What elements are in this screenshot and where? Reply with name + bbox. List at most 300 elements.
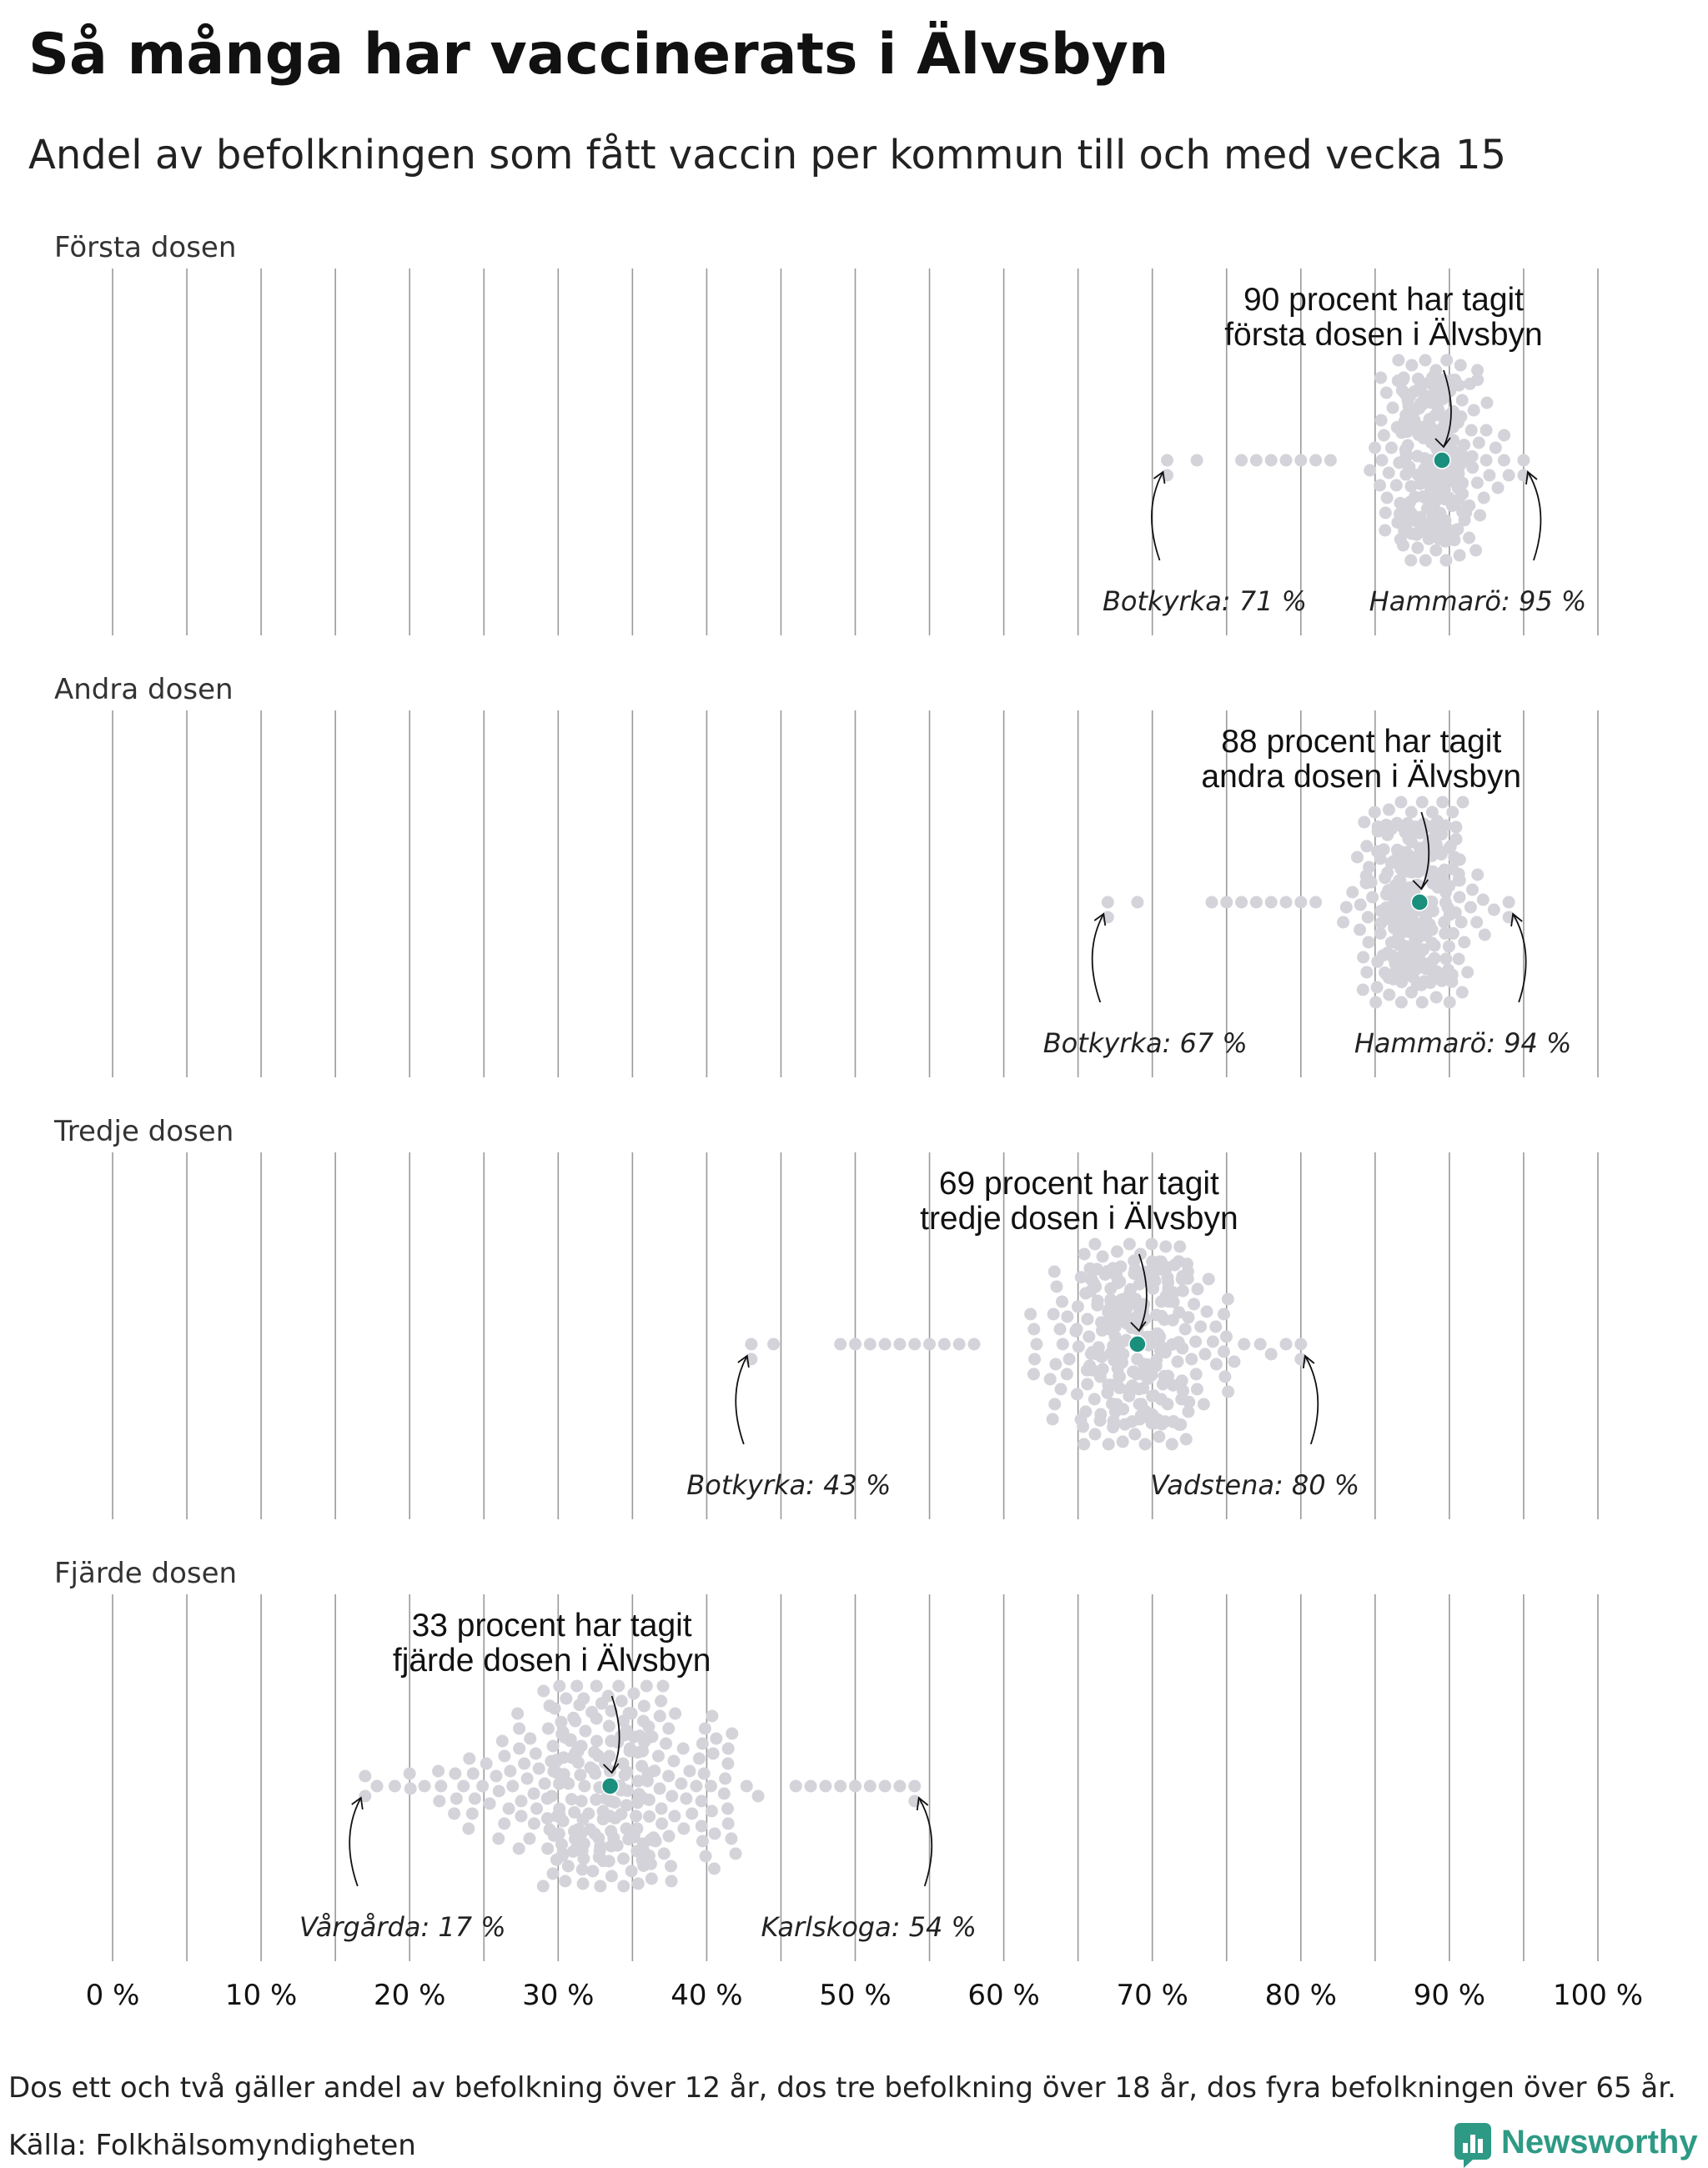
municipality-dot — [662, 1723, 675, 1735]
municipality-dot — [1374, 479, 1386, 492]
municipality-dot — [1498, 454, 1510, 467]
municipality-dot — [1456, 488, 1469, 500]
municipality-dot — [1416, 796, 1429, 809]
municipality-dot — [1466, 461, 1479, 474]
municipality-dot — [542, 1723, 555, 1735]
municipality-dot — [1030, 1338, 1042, 1351]
municipality-dot — [620, 1799, 633, 1811]
municipality-dot — [513, 1843, 525, 1855]
highlight-annotation-line2: fjärde dosen i Älvsbyn — [392, 1643, 711, 1679]
municipality-dot — [1381, 492, 1394, 504]
municipality-dot — [1201, 1306, 1213, 1318]
municipality-dot — [611, 1839, 624, 1852]
municipality-dot — [590, 1735, 603, 1748]
municipality-dot — [567, 1712, 580, 1724]
municipality-dot — [1375, 414, 1388, 427]
municipality-dot — [1429, 952, 1441, 965]
municipality-dot — [1419, 354, 1431, 367]
municipality-dot — [1372, 825, 1384, 837]
municipality-dot — [617, 1880, 630, 1893]
municipality-dot — [1111, 1246, 1123, 1258]
municipality-dot — [1205, 896, 1218, 909]
municipality-dot — [834, 1780, 846, 1793]
municipality-dot — [1471, 477, 1484, 489]
municipality-dot — [506, 1780, 519, 1793]
municipality-dot — [625, 1707, 638, 1719]
municipality-dot — [1454, 359, 1467, 372]
max-label: Karlskoga: 54 % — [761, 1911, 977, 1943]
x-axis-ticks — [86, 1979, 1643, 2012]
municipality-dot — [696, 1795, 708, 1808]
municipality-dot — [1351, 851, 1364, 864]
municipality-dot — [923, 1338, 936, 1351]
newsworthy-logo[interactable] — [1454, 2123, 1698, 2168]
newsworthy-brand-name: Newsworthy — [1501, 2124, 1698, 2160]
municipality-dot — [656, 1818, 668, 1830]
municipality-dot — [521, 1773, 534, 1785]
municipality-dot — [1443, 941, 1455, 953]
municipality-dot — [1391, 421, 1404, 434]
municipality-dot — [741, 1780, 753, 1793]
municipality-dot — [1371, 956, 1384, 968]
chart-subtitle: Andel av befolkningen som fått vaccin per kommun till och med vecka 15 — [28, 132, 1507, 178]
municipality-dot — [1394, 796, 1407, 809]
municipality-dot — [1430, 991, 1443, 1004]
municipality-dot — [1375, 454, 1388, 467]
municipality-dots — [1161, 354, 1530, 567]
municipality-dot — [1075, 1413, 1088, 1426]
municipality-dot — [648, 1764, 661, 1777]
municipality-dot — [1394, 533, 1407, 545]
municipality-dot — [513, 1743, 525, 1755]
municipality-dot — [1061, 1368, 1073, 1381]
municipality-dot — [513, 1723, 525, 1735]
municipality-dot — [1118, 1418, 1131, 1431]
highlight-annotation-line2: tredje dosen i Älvsbyn — [920, 1201, 1238, 1237]
municipality-dot — [680, 1793, 692, 1805]
municipality-dot — [879, 1780, 892, 1793]
municipality-dot — [585, 1706, 598, 1719]
municipality-dot — [498, 1750, 510, 1763]
municipality-dot — [1446, 806, 1459, 819]
municipality-dot — [605, 1870, 618, 1883]
municipality-dot — [1378, 429, 1390, 442]
municipality-dot — [662, 1770, 675, 1783]
municipality-dot — [849, 1780, 862, 1793]
municipality-dot — [1139, 1438, 1152, 1451]
municipality-dot — [665, 1860, 677, 1873]
municipality-dot — [1279, 896, 1292, 909]
municipality-dot — [1185, 1353, 1198, 1366]
municipality-dot — [953, 1338, 966, 1351]
municipality-dot — [1337, 916, 1349, 929]
municipality-dot — [677, 1823, 690, 1835]
panel-1 — [54, 231, 1586, 617]
municipality-dot — [1471, 374, 1484, 386]
municipality-dot — [643, 1794, 656, 1806]
min-arrow — [1152, 472, 1163, 560]
municipality-dot — [544, 1824, 556, 1836]
municipality-dot — [693, 1753, 706, 1765]
municipality-dot — [819, 1780, 831, 1793]
municipality-dot — [1048, 1398, 1061, 1411]
municipality-dot — [767, 1338, 780, 1351]
municipality-dot — [1106, 1398, 1118, 1410]
municipality-dot — [469, 1793, 481, 1805]
municipality-dot — [1210, 1358, 1223, 1371]
municipality-dot — [706, 1805, 718, 1818]
municipality-dot — [1222, 1386, 1234, 1398]
municipality-dot — [1104, 1282, 1117, 1295]
municipality-dot — [1207, 1336, 1219, 1348]
municipality-dot — [1449, 821, 1462, 833]
municipality-dot — [1078, 1248, 1091, 1261]
panel-4 — [54, 1557, 977, 1943]
municipality-dot — [1078, 1438, 1090, 1451]
panels — [53, 231, 1586, 1943]
municipality-dot — [550, 1854, 563, 1866]
municipality-dot — [1471, 869, 1484, 881]
highlight-annotation-line1: 69 procent har tagit — [938, 1166, 1219, 1202]
municipality-dot — [1190, 1368, 1203, 1381]
municipality-dot — [539, 1778, 551, 1790]
municipality-dot — [726, 1728, 738, 1740]
municipality-dot — [1173, 1241, 1186, 1253]
municipality-dot — [1088, 1428, 1101, 1441]
municipality-dot — [686, 1808, 698, 1820]
municipality-dots — [745, 1238, 1307, 1451]
municipality-dot — [576, 1863, 589, 1875]
municipality-dot — [504, 1765, 516, 1778]
municipality-dot — [658, 1848, 671, 1860]
municipality-dot — [1085, 1347, 1098, 1360]
municipality-dot — [1069, 1325, 1082, 1337]
municipality-dot — [1483, 469, 1495, 482]
min-label: Botkyrka: 43 % — [686, 1469, 892, 1501]
municipality-dot — [666, 1875, 678, 1888]
municipality-dot — [621, 1784, 634, 1797]
municipality-dot — [1385, 442, 1398, 454]
municipality-dot — [1440, 354, 1453, 367]
municipality-dot — [1183, 1396, 1195, 1408]
municipality-dot — [1354, 899, 1367, 911]
municipality-dot — [1279, 1338, 1292, 1351]
municipality-dot — [518, 1758, 530, 1770]
municipality-dot — [595, 1697, 608, 1709]
alvsbyn-highlight-dot — [1129, 1336, 1146, 1352]
municipality-dot — [849, 1338, 862, 1351]
municipality-dot — [718, 1788, 731, 1800]
municipality-dot — [1379, 966, 1391, 979]
municipality-dot — [1429, 545, 1442, 557]
municipality-dot — [1218, 1308, 1230, 1321]
municipality-dot — [1054, 1383, 1067, 1396]
municipality-dot — [1024, 1308, 1037, 1321]
municipality-dot — [565, 1793, 578, 1805]
municipality-dot — [603, 1720, 615, 1733]
municipality-dot — [1419, 555, 1432, 567]
municipality-dot — [752, 1790, 765, 1803]
municipality-dot — [433, 1795, 445, 1808]
municipality-dot — [730, 1848, 742, 1860]
municipality-dot — [1063, 1353, 1076, 1366]
municipality-dot — [1083, 1262, 1096, 1275]
municipality-dot — [630, 1822, 643, 1834]
municipality-dot — [1081, 1313, 1093, 1326]
municipality-dot — [1161, 1398, 1173, 1410]
municipality-dot — [669, 1708, 681, 1720]
newsworthy-logo-icon — [1454, 2123, 1491, 2168]
municipality-dot — [1081, 1364, 1093, 1377]
municipality-dot — [1047, 1413, 1059, 1426]
municipality-dot — [1218, 1346, 1230, 1358]
municipality-dot — [1177, 1385, 1189, 1398]
municipality-dot — [1392, 354, 1404, 367]
municipality-dot — [359, 1770, 371, 1783]
municipality-dot — [620, 1766, 633, 1779]
x-tick-label: 100 % — [1552, 1979, 1644, 2012]
municipality-dot — [705, 1780, 717, 1793]
municipality-dot — [1198, 1348, 1211, 1361]
municipality-dot — [1294, 896, 1307, 909]
municipality-dot — [435, 1780, 447, 1793]
municipality-dot — [699, 1723, 711, 1735]
municipality-dot — [668, 1810, 681, 1823]
municipality-dot — [588, 1746, 600, 1759]
municipality-dot — [1220, 896, 1233, 909]
municipality-dot — [650, 1834, 662, 1847]
municipality-dot — [698, 1768, 711, 1780]
municipality-dot — [1203, 1273, 1215, 1286]
municipality-dot — [1427, 905, 1439, 917]
municipality-dot — [1470, 916, 1483, 929]
municipality-dot — [1479, 929, 1491, 941]
municipality-dot — [1455, 916, 1468, 928]
municipality-dot — [1159, 1241, 1172, 1253]
municipality-dot — [967, 1338, 980, 1351]
municipality-dot — [1456, 986, 1469, 999]
municipality-dot — [586, 1865, 599, 1878]
municipality-dot — [1360, 966, 1373, 979]
municipality-dot — [466, 1808, 479, 1820]
municipality-dot — [1228, 1356, 1240, 1368]
chart-title: Så många har vaccinerats i Älvsbyn — [28, 22, 1169, 88]
municipality-dot — [541, 1843, 554, 1855]
municipality-dot — [1454, 874, 1466, 886]
municipality-dot — [371, 1780, 384, 1793]
municipality-dot — [745, 1338, 757, 1351]
municipality-dot — [617, 1853, 630, 1865]
min-arrow — [1093, 914, 1104, 1002]
municipality-dot — [568, 1825, 580, 1838]
municipality-dot — [1363, 936, 1375, 949]
panel-2 — [54, 673, 1571, 1059]
municipality-dot — [1309, 454, 1322, 467]
municipality-dot — [1235, 454, 1248, 467]
municipality-dot — [1180, 1433, 1193, 1446]
municipality-dot — [645, 1858, 657, 1870]
municipality-dot — [1517, 454, 1530, 467]
municipality-dot — [1439, 555, 1452, 567]
municipality-dot — [1390, 479, 1403, 492]
municipality-dot — [496, 1735, 509, 1748]
municipality-dot — [1404, 555, 1417, 567]
municipality-dot — [1480, 424, 1493, 437]
municipality-dot — [1123, 1238, 1136, 1251]
alvsbyn-highlight-dot — [602, 1778, 619, 1794]
municipality-dot — [530, 1803, 543, 1815]
max-arrow — [1305, 1356, 1319, 1444]
municipality-dot — [1176, 1342, 1188, 1354]
municipality-dot — [1369, 806, 1381, 819]
municipality-dot — [1391, 844, 1404, 856]
alvsbyn-highlight-dot — [1434, 452, 1450, 469]
municipality-dot — [663, 1830, 676, 1843]
municipality-dot — [1358, 816, 1370, 829]
municipality-dot — [1393, 456, 1405, 469]
municipality-dot — [1453, 952, 1465, 965]
x-tick-label: 40 % — [671, 1979, 743, 2012]
municipality-dot — [1265, 454, 1278, 467]
municipality-dot — [1444, 996, 1456, 1009]
municipality-dot — [1188, 1298, 1200, 1311]
municipality-dot — [1458, 439, 1470, 451]
municipality-dot — [1425, 923, 1438, 936]
municipality-dot — [660, 1738, 672, 1750]
municipality-dot — [1191, 1383, 1203, 1396]
municipality-dot — [1464, 901, 1477, 914]
municipality-dot — [568, 1806, 580, 1819]
municipality-dot — [1073, 1341, 1085, 1353]
municipality-dot — [1061, 1311, 1073, 1323]
municipality-dot — [1394, 497, 1406, 509]
municipality-dot — [1503, 896, 1515, 909]
municipality-dot — [696, 1738, 709, 1750]
municipality-dot — [1436, 796, 1449, 809]
municipality-dot — [1468, 404, 1480, 417]
panel-label: Första dosen — [54, 231, 237, 264]
municipality-dot — [524, 1733, 536, 1745]
max-label: Vadstena: 80 % — [1150, 1469, 1360, 1501]
municipality-dot — [404, 1783, 417, 1795]
municipality-dot — [450, 1793, 463, 1805]
municipality-dot — [1461, 966, 1474, 979]
municipality-dot — [1480, 397, 1493, 409]
panel-label: Fjärde dosen — [54, 1557, 238, 1590]
municipality-dot — [1153, 1431, 1165, 1443]
x-tick-label: 60 % — [967, 1979, 1040, 2012]
municipality-dot — [419, 1780, 431, 1793]
municipality-dot — [590, 1794, 602, 1806]
municipality-dot — [1047, 1308, 1060, 1321]
municipality-dot — [1027, 1323, 1040, 1336]
highlight-annotation-line2: första dosen i Älvsbyn — [1224, 317, 1543, 353]
municipality-dot — [725, 1833, 737, 1845]
municipality-dot — [480, 1758, 493, 1770]
municipality-dot — [722, 1818, 735, 1830]
municipality-dot — [1103, 1438, 1115, 1451]
municipality-dot — [1454, 853, 1466, 866]
municipality-dot — [585, 1761, 597, 1774]
municipality-dot — [1172, 1356, 1184, 1368]
municipality-dot — [706, 1710, 718, 1723]
x-tick-label: 90 % — [1413, 1979, 1486, 2012]
municipality-dot — [1439, 819, 1452, 831]
municipality-dot — [696, 1820, 708, 1833]
max-label: Hammarö: 94 % — [1354, 1027, 1572, 1059]
x-tick-label: 70 % — [1116, 1979, 1188, 2012]
municipality-dot — [541, 1812, 554, 1824]
municipality-dot — [1439, 514, 1451, 527]
municipality-dot — [1454, 550, 1466, 562]
municipality-dot — [1081, 1378, 1093, 1391]
municipality-dot — [719, 1773, 731, 1785]
municipality-dot — [1088, 1393, 1101, 1406]
municipality-dot — [1220, 1331, 1233, 1343]
municipality-dot — [1079, 1287, 1092, 1300]
municipality-dot — [1360, 840, 1373, 852]
municipality-dot — [675, 1778, 687, 1790]
municipality-dot — [1051, 1281, 1063, 1293]
alvsbyn-highlight-dot — [1411, 894, 1428, 911]
municipality-dot — [690, 1780, 702, 1793]
municipality-dot — [1107, 1421, 1119, 1433]
municipality-dot — [555, 1716, 567, 1729]
municipality-dot — [1416, 996, 1429, 1009]
municipality-dot — [1399, 469, 1412, 481]
municipality-dot — [1148, 1275, 1161, 1287]
municipality-dot — [1294, 454, 1307, 467]
municipality-dot — [1489, 442, 1502, 454]
x-tick-label: 50 % — [819, 1979, 892, 2012]
municipality-dots — [1102, 796, 1515, 1009]
municipality-dot — [1439, 952, 1452, 965]
municipality-dot — [574, 1769, 586, 1781]
municipality-dot — [545, 1755, 557, 1768]
municipality-dot — [1354, 924, 1366, 936]
municipality-dot — [709, 1828, 721, 1840]
municipality-dot — [864, 1780, 877, 1793]
municipality-dot — [1395, 996, 1408, 1009]
municipality-dot — [805, 1780, 817, 1793]
municipality-dot — [553, 1680, 565, 1693]
municipality-dot — [1380, 387, 1393, 399]
source-note: Källa: Folkhälsomyndigheten — [8, 2129, 416, 2162]
municipality-dot — [462, 1823, 475, 1835]
highlight-annotation-line1: 33 procent har tagit — [411, 1608, 692, 1644]
municipality-dot — [528, 1818, 540, 1830]
municipality-dot — [1182, 1265, 1194, 1277]
municipality-dot — [559, 1875, 571, 1888]
municipality-dot — [609, 1796, 621, 1809]
municipality-dot — [1364, 464, 1376, 477]
municipality-dot — [537, 1880, 550, 1893]
municipality-dot — [593, 1851, 605, 1864]
municipality-dot — [1411, 449, 1424, 462]
municipality-dot — [908, 1780, 921, 1793]
municipality-dot — [1189, 1336, 1202, 1348]
municipality-dot — [646, 1873, 658, 1885]
highlight-annotation-line2: andra dosen i Älvsbyn — [1201, 759, 1522, 795]
municipality-dot — [1374, 927, 1387, 940]
municipality-dot — [908, 1338, 921, 1351]
municipality-dot — [657, 1680, 670, 1693]
municipality-dots — [359, 1680, 921, 1893]
municipality-dot — [1083, 1331, 1095, 1343]
municipality-dot — [1218, 1371, 1231, 1383]
municipality-dot — [1357, 984, 1369, 996]
municipality-dot — [1198, 1398, 1210, 1411]
